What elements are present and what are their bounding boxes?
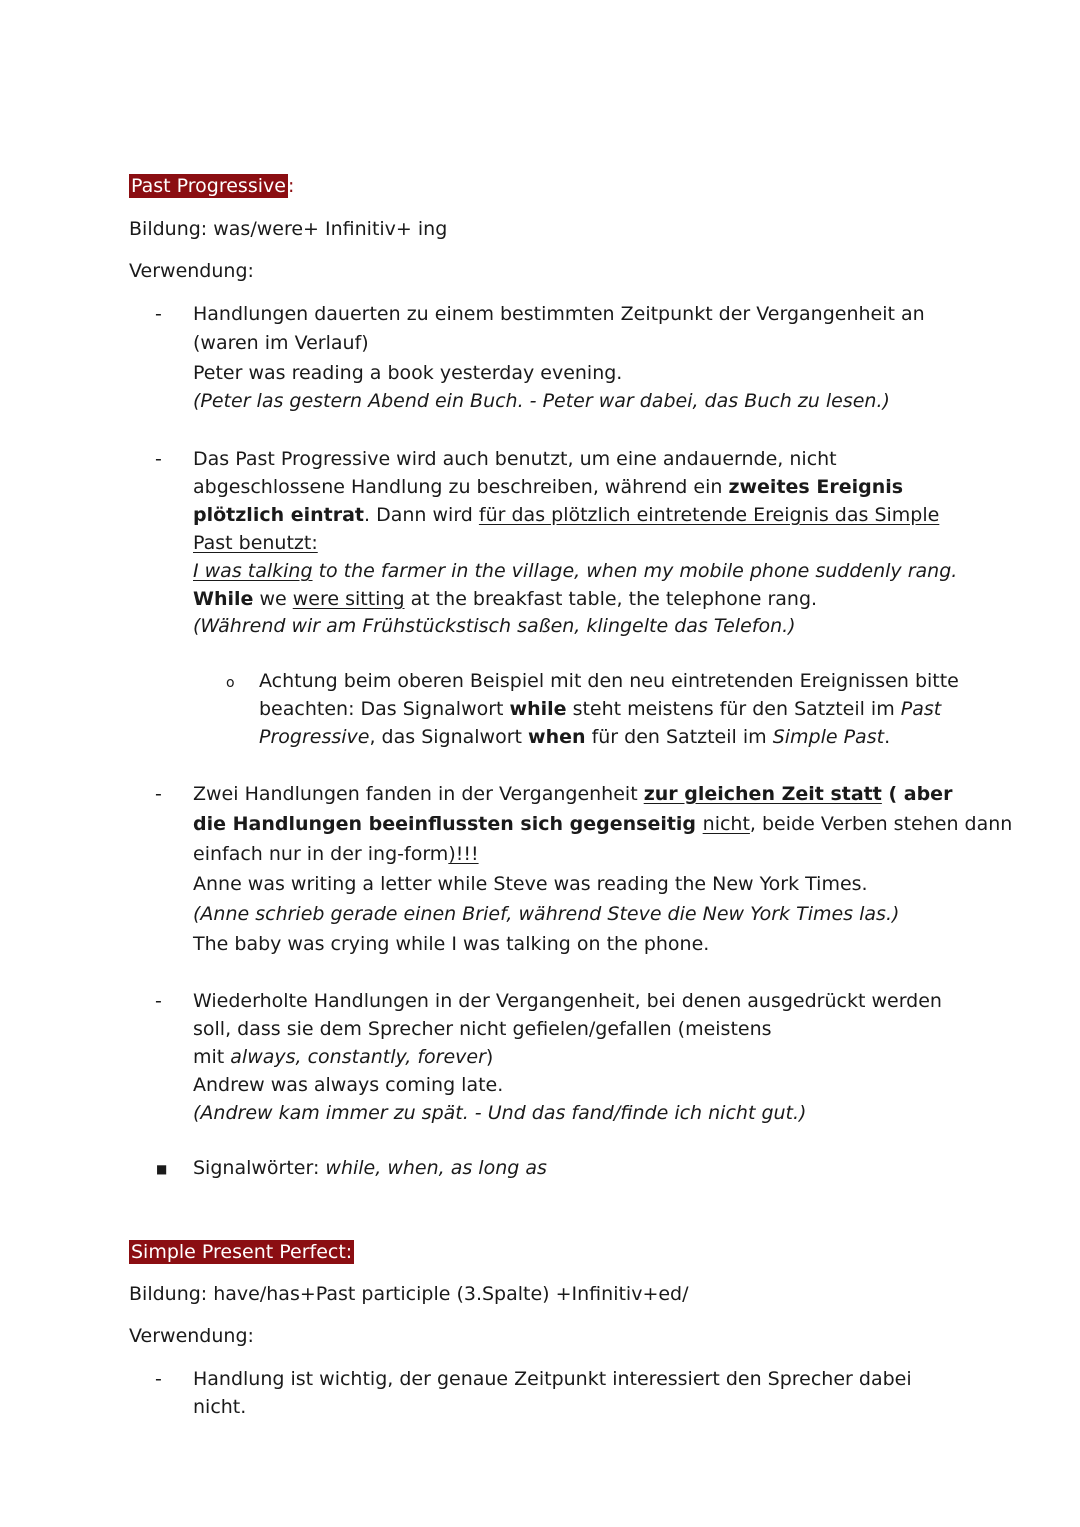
dash-bullet: - — [155, 783, 162, 805]
paragraph-line: Wiederholte Handlungen in der Vergangenheit, bei denen ausgedrückt werden — [193, 990, 942, 1012]
bildung-line: Bildung: was/were+ Infinitiv+ ing — [129, 218, 448, 240]
translation-line: (Andrew kam immer zu spät. - Und das fand/finde ich nicht gut.) — [193, 1102, 807, 1124]
translation-line: (Anne schrieb gerade einen Brief, während Steve die New York Times las.) — [193, 903, 900, 925]
paragraph-line: Handlung ist wichtig, der genaue Zeitpunkt interessiert den Sprecher dabei — [193, 1368, 912, 1390]
paragraph-line: abgeschlossene Handlung zu beschreiben, während ein zweites Ereignis — [193, 476, 904, 498]
dash-bullet: - — [155, 990, 162, 1012]
section-heading-simple-present-perfect: Simple Present Perfect: — [131, 1241, 353, 1263]
bildung-line: Bildung: have/has+Past participle (3.Spalte) +Infinitiv+ed/ — [129, 1283, 689, 1305]
dash-bullet: - — [155, 303, 162, 325]
paragraph-line: Das Past Progressive wird auch benutzt, um eine andauernde, nicht — [193, 448, 837, 470]
paragraph-line: einfach nur in der ing-form)!!! — [193, 843, 479, 865]
note-line: Progressive, das Signalwort when für den Satzteil im Simple Past. — [259, 726, 891, 748]
paragraph-line: die Handlungen beeinflussten sich gegenseitig nicht, beide Verben stehen dann — [193, 813, 1013, 835]
example-sentence: Peter was reading a book yesterday evening. — [193, 362, 623, 384]
verwendung-label: Verwendung: — [129, 260, 254, 282]
paragraph-line: nicht. — [193, 1396, 247, 1418]
example-sentence: I was talking to the farmer in the village, when my mobile phone suddenly rang. — [193, 560, 958, 582]
example-sentence: While we were sitting at the breakfast table, the telephone rang. — [193, 588, 818, 610]
example-sentence: Anne was writing a letter while Steve was reading the New York Times. — [193, 873, 868, 895]
translation-line: (Peter las gestern Abend ein Buch. - Peter war dabei, das Buch zu lesen.) — [193, 390, 890, 412]
example-sentence: Andrew was always coming late. — [193, 1074, 504, 1096]
dash-bullet: - — [155, 1368, 162, 1390]
paragraph-line: Past benutzt: — [193, 532, 318, 554]
signal-words-line: Signalwörter: while, when, as long as — [193, 1157, 547, 1179]
verwendung-label: Verwendung: — [129, 1325, 254, 1347]
translation-line: (Während wir am Frühstückstisch saßen, klingelte das Telefon.) — [193, 615, 796, 637]
paragraph-line: Zwei Handlungen fanden in der Vergangenheit zur gleichen Zeit statt ( aber — [193, 783, 953, 805]
paragraph-line: (waren im Verlauf) — [193, 332, 369, 354]
note-line: beachten: Das Signalwort while steht meistens für den Satzteil im Past — [259, 698, 942, 720]
circle-bullet: o — [226, 675, 235, 691]
dash-bullet: - — [155, 448, 162, 470]
paragraph-line: plötzlich eintrat. Dann wird für das plötzlich eintretende Ereignis das Simple — [193, 504, 940, 526]
paragraph-line: soll, dass sie dem Sprecher nicht gefielen/gefallen (meistens — [193, 1018, 772, 1040]
note-line: Achtung beim oberen Beispiel mit den neu eintretenden Ereignissen bitte — [259, 670, 959, 692]
section-heading-past-progressive: Past Progressive : — [131, 175, 295, 197]
paragraph-line: mit always, constantly, forever) — [193, 1046, 494, 1068]
paragraph-line: Handlungen dauerten zu einem bestimmten Zeitpunkt der Vergangenheit an — [193, 303, 925, 325]
square-bullet: ■ — [156, 1162, 168, 1176]
example-sentence: The baby was crying while I was talking on the phone. — [193, 933, 710, 955]
